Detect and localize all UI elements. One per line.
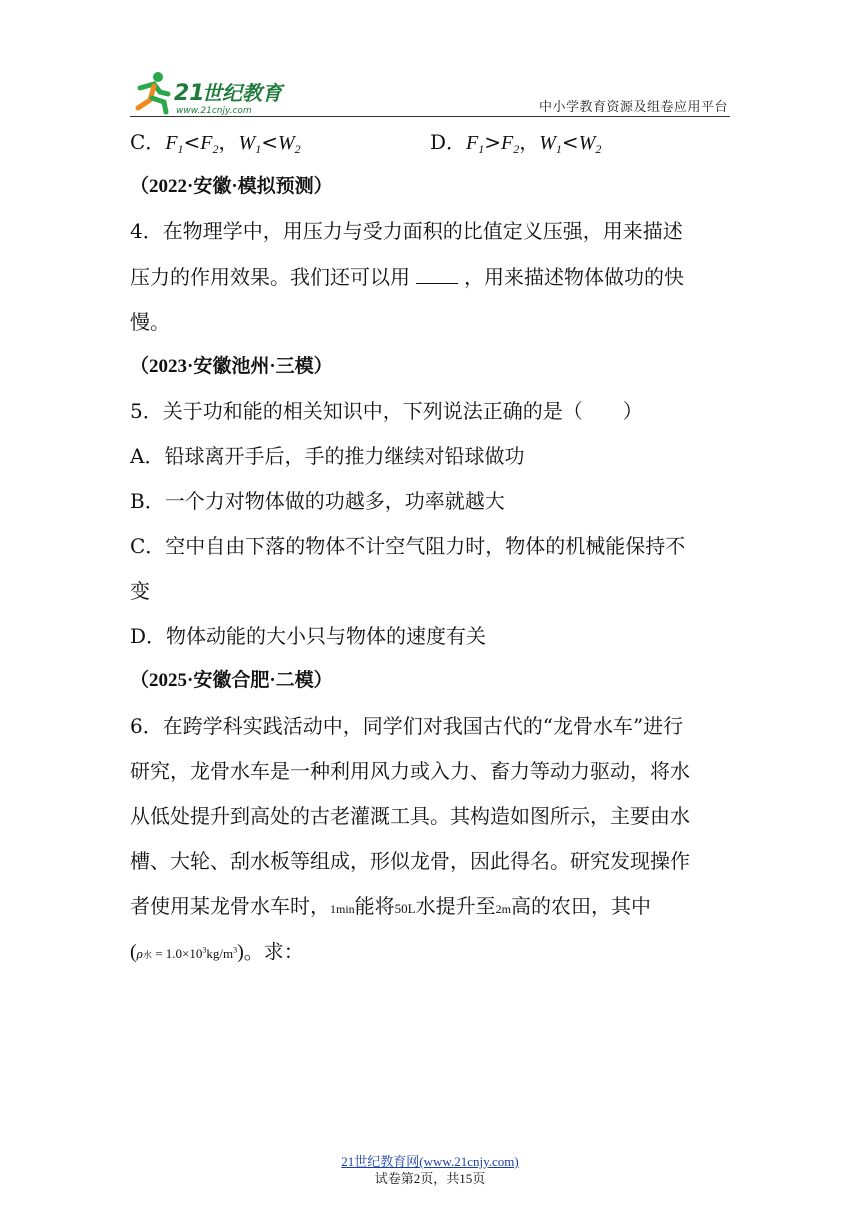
q5-option-a: A．铅球离开手后，手的推力继续对铅球做功 [130, 444, 525, 468]
height-value: 2m [495, 902, 511, 916]
q5-option-b: B．一个力对物体做的功越多，功率就越大 [130, 489, 505, 513]
svg-text:世纪教育: 世纪教育 [202, 81, 282, 105]
water-density-formula: (ρ水 = $1.0\times 10^3kg/m^3$) [130, 941, 244, 964]
runner-logo-icon [130, 68, 290, 118]
q6-line-5: 者使用某龙骨水车时，1min能将50L水提升至2m高的农田，其中 [130, 894, 651, 918]
volume-value: 50L [394, 901, 416, 916]
source-tag-q6: （2025·安徽合肥·二模） [130, 670, 333, 691]
q6-line-4: 槽、大轮、刮水板等组成，形似龙骨，因此得名。研究发现操作 [130, 849, 690, 873]
q5-option-c: C．空中自由下落的物体不计空气阻力时，物体的机械能保持不 [130, 534, 686, 558]
page-number: 试卷第2页，共15页 [374, 1171, 486, 1186]
q4-line-1: 4．在物理学中，用压力与受力面积的比值定义压强，用来描述 [130, 219, 683, 243]
answer-blank [416, 269, 458, 284]
q3-option-c: C．$F_1<F_2$，$W_1<W_2$ [130, 130, 301, 156]
q6-line-2: 研究，龙骨水车是一种利用风力或入力、畜力等动力驱动，将水 [130, 759, 690, 783]
q3-option-d: D．$F_1>F_2$，$W_1<W_2$ [430, 130, 602, 156]
svg-text:21: 21 [174, 81, 205, 106]
page-header [130, 60, 730, 117]
q6-line-3: 从低处提升到高处的古老灌溉工具。其构造如图所示，主要由水 [130, 804, 690, 828]
source-tag-q4: （2022·安徽·模拟预测） [130, 176, 333, 197]
q4-line-2: 压力的作用效果。我们还可以用 ，用来描述物体做功的快 [130, 265, 684, 289]
q5-stem: 5．关于功和能的相关知识中，下列说法正确的是（ ） [130, 399, 643, 423]
platform-name: 中小学教育资源及组卷应用平台 [538, 100, 728, 115]
header-divider [130, 116, 730, 117]
q4-line-3: 慢。 [130, 310, 170, 334]
q5-option-d: D．物体动能的大小只与物体的速度有关 [130, 624, 487, 648]
q5-option-c-cont: 变 [130, 579, 150, 603]
footer-link[interactable]: 21世纪教育网(www.21cnjy.com) [341, 1154, 519, 1169]
source-tag-q5: （2023·安徽池州·三模） [130, 356, 333, 377]
q6-line-1: 6．在跨学科实践活动中，同学们对我国古代的“龙骨水车”进行 [130, 714, 684, 738]
svg-text:www.21cnjy.com: www.21cnjy.com [176, 106, 252, 116]
logo [130, 68, 290, 118]
q3-options-row [130, 129, 602, 162]
time-value: 1min [330, 902, 355, 916]
q6-density-line: (ρ水 = $1.0\times 10^3kg/m^3$)。求： [130, 939, 304, 964]
